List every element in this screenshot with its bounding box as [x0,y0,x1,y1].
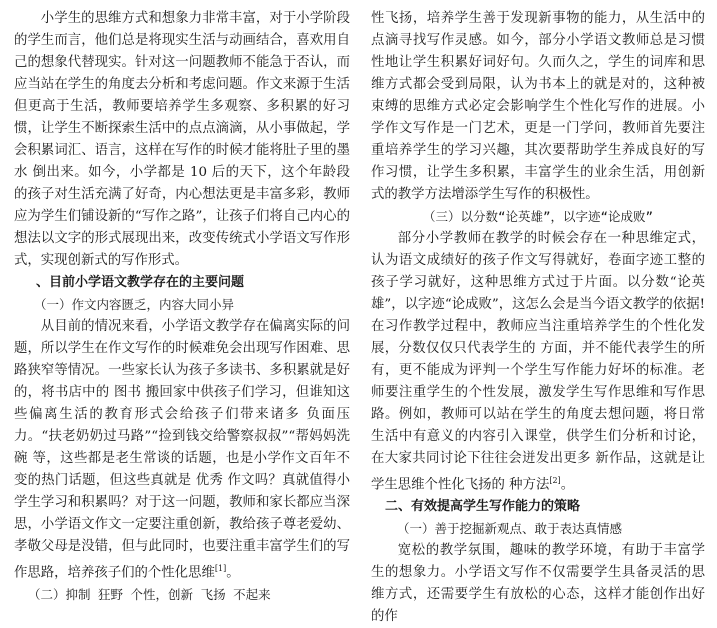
left-column [14,8,350,606]
strategy-1-paragraph: 宽松的教学氛围，趣味的教学环境，有助于丰富学生的想象力。小学语文写作不仅需要学生具备灵活的思维方式，还需要学生有放松的心态，这样才能创作出好的作 [371,543,705,625]
continued-paragraph: 性飞扬，培养学生善于发现新事物的能力，从生活中的点滴寻找写作灵感。如今，部分小学语文教师总是习惯性地让学生积累好词好句。久而久之，学生的词库和思维方式都会受到局限，认为书本上的就是对的，这种被束缚的思维方式必定会影响学生个性化写作的进展。小学作文写作是一门艺术，更是一门学问，教师首先要注重培养学生的学习兴趣，其次要帮助学生养成良好的写作习惯，让学生多积累，丰富学生的业余生活，用创新式的教学方法增添学生写作的积极性。 [371,11,705,202]
problem-3-paragraph [371,228,705,496]
right-column [371,8,705,628]
reference-2: [2] [549,476,561,485]
problem-1-paragraph [14,316,350,584]
problem-1-end: 。 [226,565,240,581]
reference-1: [1] [214,564,227,573]
problem-1-text: 从目前的情况来看，小学语文教学存在偏离实际的问题，所以学生在作文写作的时候难免会出现写作困难、思路狭窄等情况。一些家长认为孩子多读书、多积累就是好的，将书店中的 图书 搬回家中供孩子们学习，但谁知这些偏离生活的教育形式会给孩子们带来诸多 负面压力。“扶老奶奶过马路”“捡到钱交给警察叔叔”“帮妈妈洗碗 等，这些都是老生常谈的话题，也是小学作文百年不变的热门话题，但这些真就是 优秀 作文吗？真就值得小学生学习和积累吗？对于这一问题，教师和家长都应当深思，小学语文作文一定要注重创新，教给孩子尊老爱幼、孝敬父母是没错，但与此同时，也要注重丰富学生们的写作思路，培养孩子们的个性化思维 [14,319,350,581]
problem-3-text: 部分小学教师在教学的时候会存在一种思维定式，认为语文成绩好的孩子作文写得就好，卷面字迹工整的孩子学习就好，这种思维方式过于片面。以分数“论英雄”，以字迹“论成败”，这怎么会是当今语文教学的依据!在习作教学过程中，教师应当注重培养学生的个性化发展，分数仅仅只代表学生的 方面，并不能代表学生的所有，更不能成为评判一个学生写作能力好坏的标准。老师要注重学生的个性发展，激发学生写作思维和写作思路。例如，教师可以站在学生的角度去想问题，将日常生活中有意义的内容引入课堂，供学生们分析和讨论，在大家共同讨论下往往会迸发出更多 新作品，这就是让学生思维个性化飞扬的 种方法 [371,231,705,493]
intro-paragraph: 小学生的思维方式和想象力非常丰富，对于小学阶段的学生而言，他们总是将现实生活与动画结合，喜欢用自己的想象代替现实。针对这一问题教师不能急于否认，而应当站在学生的角度去分析和考虑问题。作文来源于生活但更高于生活，教师要培养学生多观察、多积累的好习惯，让学生不断探索生活中的点点滴滴，从小事做起，学会积累词汇、语言，这样在写作的时候才能将肚子里的墨水 倒出来。如今，小学都是 10 后的天下，这个年龄段的孩子对生活充满了好奇，内心想法更是丰富多彩，教师应为学生们铺设新的“写作之路”，让孩子们将自己内心的想法以文字的形式展现出来，改变传统式小学语文写作形式，实现创新式的写作形式。 [14,11,350,268]
problem-3-end: 。 [560,477,575,493]
subheading-3: （三）以分数“论英雄”，以字迹“论成败” [422,209,654,224]
subheading-2: （二）抑制 狂野 个性，创新 飞扬 不起来 [28,587,271,603]
subheading-4: （一）善于挖掘新观点、敢于表达真情感 [397,521,623,537]
section-heading-2: 二、有效提高学生写作能力的策略 [385,499,581,515]
section-heading-1: 、目前小学语文教学存在的主要问题 [36,275,245,290]
subheading-1: （一）作文内容匮乏，内容大同小异 [34,297,235,312]
